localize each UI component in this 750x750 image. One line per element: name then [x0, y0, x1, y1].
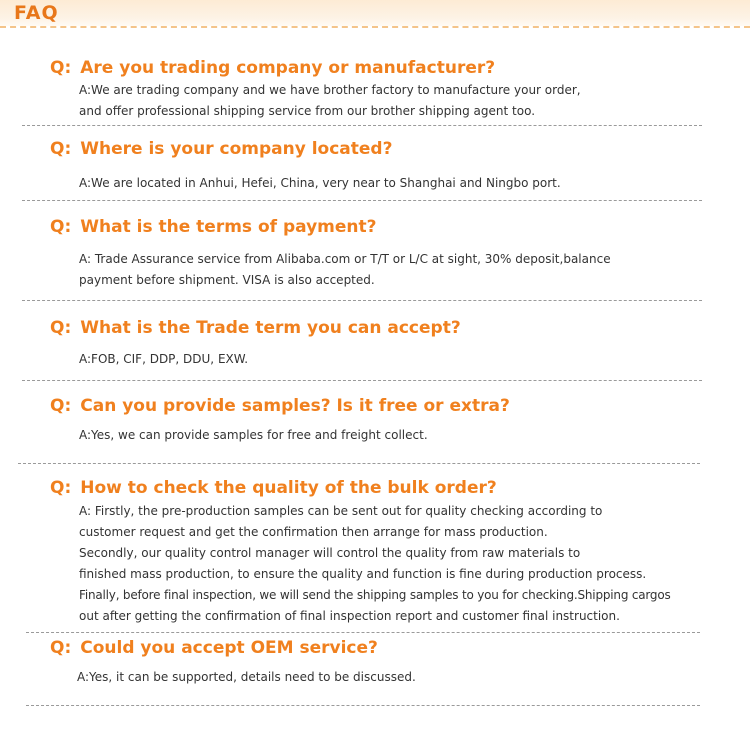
faq-question-1: [50, 58, 495, 78]
faq-separator: [18, 463, 700, 464]
faq-separator: [22, 380, 702, 381]
faq-answer-7: [77, 667, 416, 688]
answer-line: Finally, before final inspection, we will send the shipping samples to you for checking.Shipping cargos: [79, 588, 671, 602]
page-title: FAQ: [14, 2, 59, 24]
answer-line: A:Yes, it can be supported, details need to be discussed.: [77, 670, 416, 684]
faq-separator: [26, 705, 700, 706]
faq-answer-2: [79, 173, 561, 194]
faq-question-3: [50, 217, 376, 237]
question-text: Can you provide samples? Is it free or extra?: [80, 396, 510, 416]
answer-line: payment before shipment. VISA is also accepted.: [79, 273, 375, 287]
question-prefix: Q:: [50, 58, 72, 78]
question-text: How to check the quality of the bulk order?: [80, 478, 497, 498]
answer-line: A:FOB, CIF, DDP, DDU, EXW.: [79, 352, 249, 366]
question-prefix: Q:: [50, 217, 72, 237]
faq-question-5: [50, 396, 510, 416]
faq-answer-3: [79, 249, 611, 291]
faq-header-bar: [0, 0, 750, 26]
question-prefix: Q:: [50, 638, 72, 658]
question-prefix: Q:: [50, 478, 72, 498]
answer-line: A:Yes, we can provide samples for free and freight collect.: [79, 428, 428, 442]
faq-answer-4: [79, 349, 248, 370]
faq-question-4: [50, 318, 461, 338]
question-text: Are you trading company or manufacturer?: [80, 58, 496, 78]
answer-line: A: Trade Assurance service from Alibaba.com or T/T or L/C at sight, 30% deposit,balance: [79, 252, 611, 266]
answer-line: Secondly, our quality control manager will control the quality from raw materials to: [79, 546, 581, 560]
answer-line: A:We are trading company and we have brother factory to manufacture your order,: [79, 83, 581, 97]
answer-line: A:We are located in Anhui, Hefei, China, very near to Shanghai and Ningbo port.: [79, 176, 561, 190]
answer-line: and offer professional shipping service from our brother shipping agent too.: [79, 104, 536, 118]
question-text: Could you accept OEM service?: [80, 638, 378, 658]
question-prefix: Q:: [50, 139, 72, 159]
faq-answer-1: [79, 80, 581, 122]
faq-question-7: [50, 638, 378, 658]
faq-answer-5: [79, 425, 428, 446]
question-prefix: Q:: [50, 396, 72, 416]
question-text: What is the terms of payment?: [80, 217, 377, 237]
faq-answer-6: [79, 501, 671, 627]
question-prefix: Q:: [50, 318, 72, 338]
faq-separator: [26, 632, 700, 633]
faq-separator: [22, 300, 702, 301]
question-text: Where is your company located?: [80, 139, 393, 159]
answer-line: customer request and get the confirmation then arrange for mass production.: [79, 525, 548, 539]
faq-question-2: [50, 139, 392, 159]
answer-line: A: Firstly, the pre-production samples can be sent out for quality checking according to: [79, 504, 603, 518]
faq-separator: [22, 200, 702, 201]
question-text: What is the Trade term you can accept?: [80, 318, 461, 338]
answer-line: out after getting the confirmation of final inspection report and customer final instruction.: [79, 609, 620, 623]
faq-question-6: [50, 478, 497, 498]
header-divider: [0, 26, 750, 28]
faq-separator: [22, 125, 702, 126]
answer-line: finished mass production, to ensure the quality and function is fine during production process.: [79, 567, 647, 581]
